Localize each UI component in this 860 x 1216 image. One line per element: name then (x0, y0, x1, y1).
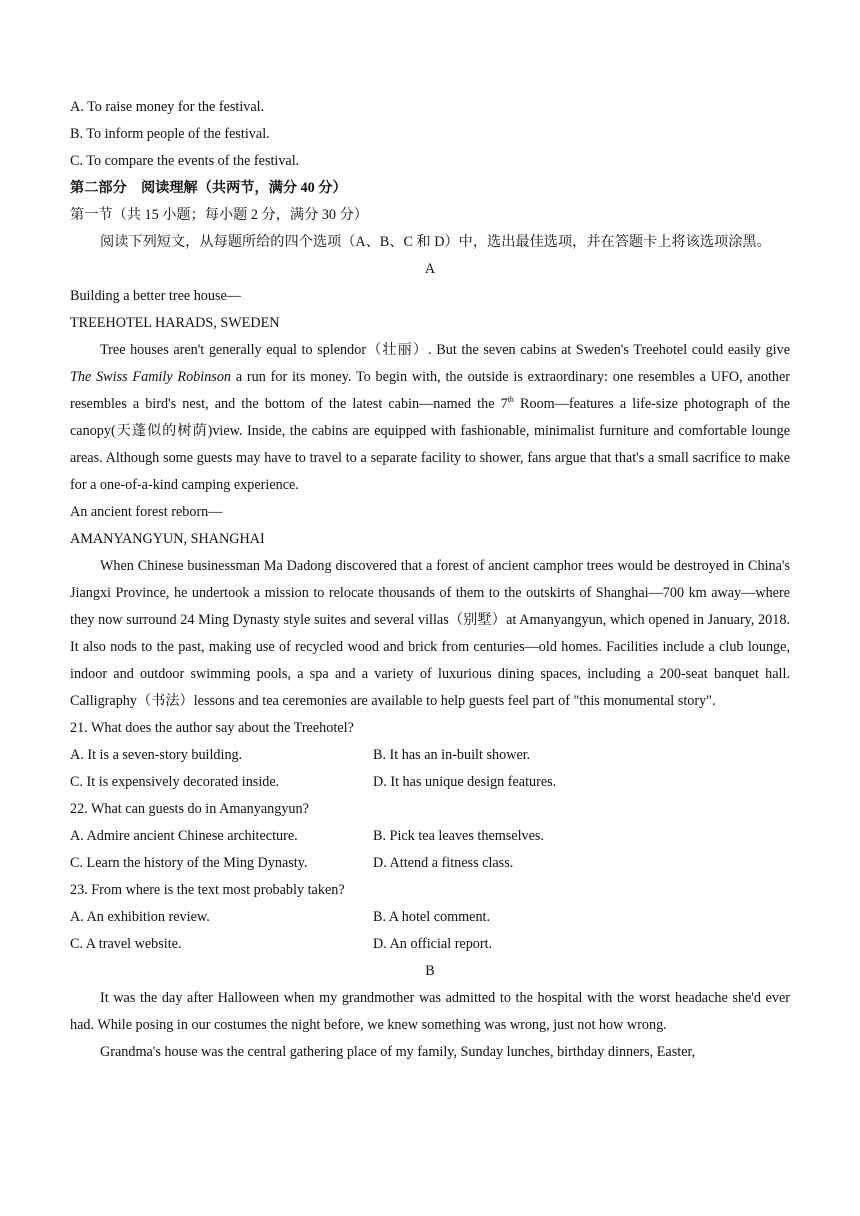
passage-b-paragraph-2: Grandma's house was the central gathering place of my family, Sunday lunches, birthday dinners, Easter, (100, 1044, 696, 1060)
question-22 (70, 796, 790, 877)
option-a: A. Admire ancient Chinese architecture. (70, 828, 298, 844)
option-a: A. It is a seven-story building. (70, 747, 243, 763)
question-stem: 23. From where is the text most probably taken? (70, 882, 345, 898)
options-row (70, 823, 790, 850)
prev-option-c: C. To compare the events of the festival. (70, 153, 300, 169)
ordinal-suffix: th (507, 395, 514, 404)
options-row (70, 904, 790, 931)
p1-text-1: Tree houses aren't generally equal to splendor（壮丽）. But the seven cabins at Sweden's Treehotel could easily give (100, 342, 790, 358)
section-title: 第二部分 阅读理解（共两节，满分 40 分） (70, 180, 347, 196)
question-stem: 22. What can guests do in Amanyangyun? (70, 801, 309, 817)
option-b: B. It has an in-built shower. (373, 747, 531, 763)
options-row (70, 931, 790, 958)
question-21 (70, 715, 790, 796)
book-title: The Swiss Family Robinson (70, 369, 232, 385)
option-d: D. Attend a fitness class. (373, 855, 514, 871)
prev-option-b: B. To inform people of the festival. (70, 126, 270, 142)
option-c: C. It is expensively decorated inside. (70, 774, 280, 790)
option-a: A. An exhibition review. (70, 909, 210, 925)
p1-text-3: Room—features a life-size photograph of the canopy(天蓬似的树荫)view. Inside, the cabins are equipped with fashionable, minimalist furniture and comfortable lounge areas. Although some guests may have to travel to a separate facility to shower, fans argue that that's a small sacrifice to make for a one-of-a-kind camping experience. (70, 396, 790, 493)
option-b: B. Pick tea leaves themselves. (373, 828, 544, 844)
passage-a-paragraph-1 (70, 337, 790, 499)
option-b: B. A hotel comment. (373, 909, 491, 925)
option-d: D. An official report. (373, 936, 493, 952)
passage-a-place-1: TREEHOTEL HARADS, SWEDEN (70, 315, 280, 331)
options-row (70, 769, 790, 796)
passage-b-paragraph-1: It was the day after Halloween when my grandmother was admitted to the hospital with the worst headache she'd ever had. While posing in our costumes the night before, we knew something was wrong, just not how wrong. (70, 990, 790, 1033)
options-row (70, 850, 790, 877)
option-d: D. It has unique design features. (373, 774, 557, 790)
instruction: 阅读下列短文，从每题所给的四个选项（A、B、C 和 D）中，选出最佳选项，并在答题卡上将该选项涂黑。 (100, 234, 771, 250)
passage-a-heading-2: An ancient forest reborn— (70, 504, 223, 520)
question-23 (70, 877, 790, 958)
passage-a-label: A (424, 261, 436, 277)
options-row (70, 742, 790, 769)
p1-text-2: a run for its money. To begin with, the outside is extraordinary: one resembles a UFO, another resembles a bird's nest, and the bottom of the latest cabin—named the 7 (70, 369, 791, 412)
option-c: C. A travel website. (70, 936, 182, 952)
passage-a-place-2: AMANYANGYUN, SHANGHAI (70, 531, 265, 547)
passage-a-heading-1: Building a better tree house— (70, 288, 241, 304)
prev-option-a: A. To raise money for the festival. (70, 99, 265, 115)
passage-a-paragraph-2: When Chinese businessman Ma Dadong discovered that a forest of ancient camphor trees would be destroyed in China's Jiangxi Province, he undertook a mission to relocate thousands of them to the outskirts of Shanghai—700 km away—where they now surround 24 Ming Dynasty style suites and several villas（别墅）at Amanyangyun, which opened in January, 2018. It also nods to the past, making use of recycled wood and brick from centuries—old homes. Facilities include a club lounge, indoor and outdoor swimming pools, a spa and a variety of luxurious dining spaces, including a 200-seat banquet hall. Calligraphy（书法）lessons and tea ceremonies are available to help guests feel part of "this monumental story". (70, 558, 790, 709)
subsection-title: 第一节（共 15 小题；每小题 2 分，满分 30 分） (70, 207, 368, 223)
option-c: C. Learn the history of the Ming Dynasty. (70, 855, 308, 871)
passage-b-label: B (425, 963, 435, 979)
question-stem: 21. What does the author say about the Treehotel? (70, 720, 354, 736)
